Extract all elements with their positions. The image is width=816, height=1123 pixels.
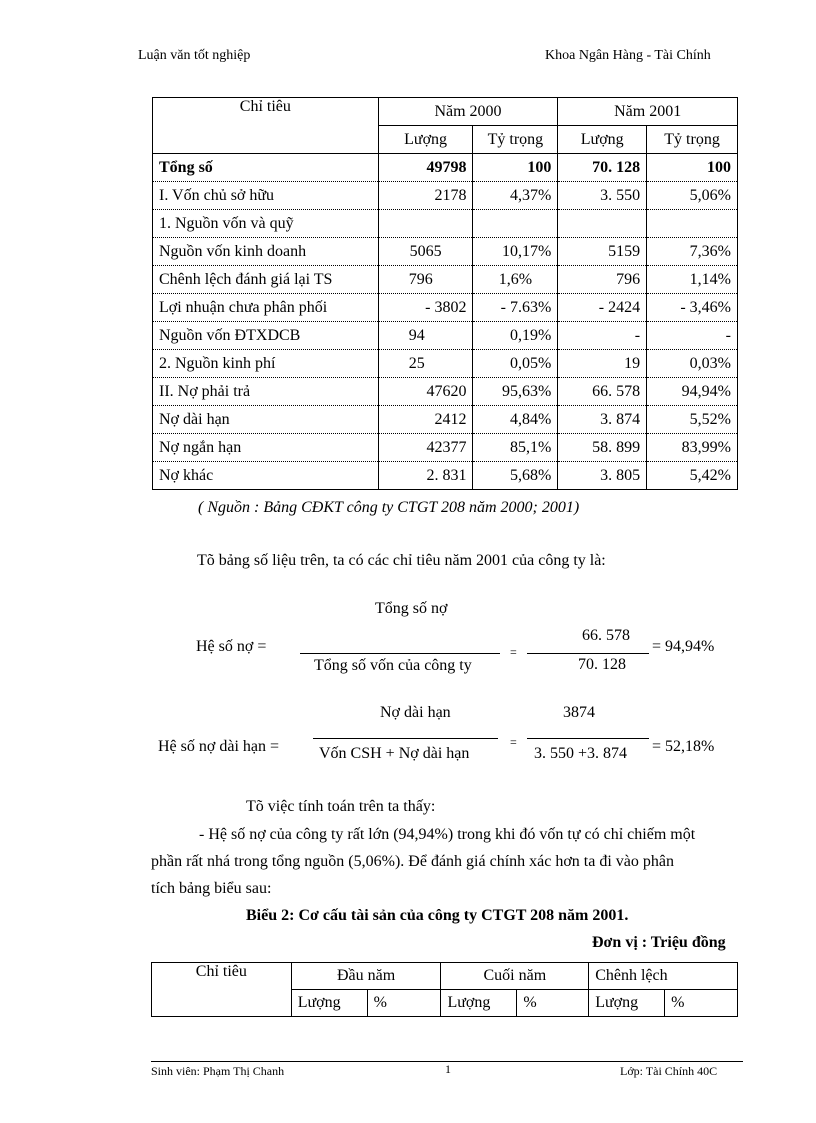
cell-percent: 0,19% — [473, 322, 558, 350]
paragraph-2-line-3: tích bảng biểu sau: — [151, 880, 272, 897]
row-label: Tổng số — [153, 154, 379, 182]
cell-percent: 10,17% — [473, 238, 558, 266]
cell-percent: 100 — [473, 154, 558, 182]
row-label: Nợ dài hạn — [153, 406, 379, 434]
cell-value: 58. 899 — [558, 434, 647, 462]
row-label: Nguồn vốn ĐTXDCB — [153, 322, 379, 350]
capital-structure-table — [152, 97, 738, 490]
cell-value: 2178 — [378, 182, 473, 210]
cell-percent: 4,37% — [473, 182, 558, 210]
cell-percent: 0,05% — [473, 350, 558, 378]
cell-value: 49798 — [378, 154, 473, 182]
subheader-pct: % — [665, 990, 738, 1017]
paragraph-1: Tõ việc tính toán trên ta thấy: — [246, 798, 436, 815]
cell-value: 796 — [378, 266, 473, 294]
asset-structure-table — [151, 962, 738, 1017]
formula1-denominator-value: 70. 128 — [578, 656, 626, 673]
cell-value: 3. 550 — [558, 182, 647, 210]
header-cuoi-nam: Cuối năm — [441, 963, 589, 990]
paragraph-2-line-2: phần rất nhá trong tổng nguồn (5,06%). Để đánh giá chính xác hơn ta đi vào phân — [151, 853, 674, 870]
cell-percent — [473, 210, 558, 238]
cell-percent: 5,42% — [647, 462, 738, 490]
cell-percent: 85,1% — [473, 434, 558, 462]
cell-value: 5065 — [378, 238, 473, 266]
subheader-luong: Lượng — [558, 126, 647, 154]
formula1-fraction-bar — [300, 653, 500, 654]
subheader-pct: % — [367, 990, 441, 1017]
cell-value: 796 — [558, 266, 647, 294]
row-label: Nợ ngắn hạn — [153, 434, 379, 462]
footer-student: Sinh viên: Phạm Thị Chanh — [151, 1064, 285, 1078]
formula1-result: = 94,94% — [652, 638, 715, 655]
cell-percent: 5,52% — [647, 406, 738, 434]
row-label: Chênh lệch đánh giá lại TS — [153, 266, 379, 294]
row-label: 1. Nguồn vốn và quỹ — [153, 210, 379, 238]
formula1-numerator: Tổng số nợ — [375, 600, 448, 617]
formula2-denominator-value: 3. 550 +3. 874 — [534, 745, 628, 762]
header-right: Khoa Ngân Hàng - Tài Chính — [545, 48, 711, 63]
cell-value: 70. 128 — [558, 154, 647, 182]
row-label: II. Nợ phải trả — [153, 378, 379, 406]
formula2-fraction-bar — [313, 738, 498, 739]
header-chitieu: Chỉ tiêu — [152, 963, 292, 1017]
cell-percent: 5,68% — [473, 462, 558, 490]
source-note: ( Nguồn : Bảng CĐKT công ty CTGT 208 năm 2000; 2001) — [198, 499, 580, 516]
cell-value — [558, 210, 647, 238]
subheader-tytrong: Tỷ trọng — [647, 126, 738, 154]
subheader-luong: Lượng — [441, 990, 517, 1017]
subheader-luong: Lượng — [378, 126, 473, 154]
header-dau-nam: Đầu năm — [291, 963, 441, 990]
cell-value: - 2424 — [558, 294, 647, 322]
header-chitieu: Chỉ tiêu — [153, 98, 379, 154]
cell-percent — [647, 210, 738, 238]
table-row — [153, 350, 738, 378]
row-label: Nợ khác — [153, 462, 379, 490]
cell-value: - — [558, 322, 647, 350]
cell-percent: 5,06% — [647, 182, 738, 210]
cell-value: 47620 — [378, 378, 473, 406]
subheader-luong: Lượng — [291, 990, 367, 1017]
cell-percent: - 7.63% — [473, 294, 558, 322]
formula2-numerator-value: 3874 — [563, 704, 595, 721]
table-row — [153, 406, 738, 434]
cell-percent: 7,36% — [647, 238, 738, 266]
cell-value: 19 — [558, 350, 647, 378]
row-label: I. Vốn chủ sở hữu — [153, 182, 379, 210]
formula2-denominator: Vốn CSH + Nợ dài hạn — [319, 745, 470, 762]
formula2-equals: = — [510, 735, 517, 749]
cell-value: 25 — [378, 350, 473, 378]
formula2-label: Hệ số nợ dài hạn = — [158, 738, 280, 755]
table-row — [153, 210, 738, 238]
table-row — [153, 266, 738, 294]
row-label: 2. Nguồn kinh phí — [153, 350, 379, 378]
cell-percent: - 3,46% — [647, 294, 738, 322]
formula1-label: Hệ số nợ = — [196, 638, 267, 655]
footer-class: Lớp: Tài Chính 40C — [620, 1064, 718, 1078]
cell-percent: 94,94% — [647, 378, 738, 406]
table-header-row — [153, 98, 738, 126]
cell-value — [378, 210, 473, 238]
cell-value: 94 — [378, 322, 473, 350]
cell-percent: 1,14% — [647, 266, 738, 294]
header-chenh-lech: Chênh lệch — [589, 963, 738, 990]
table-row — [153, 238, 738, 266]
cell-value: 3. 805 — [558, 462, 647, 490]
table-row — [153, 294, 738, 322]
cell-value: - 3802 — [378, 294, 473, 322]
formula2-value-bar — [527, 738, 649, 739]
formula2-numerator: Nợ dài hạn — [380, 704, 451, 721]
table-row — [153, 154, 738, 182]
footer-page-number: 1 — [445, 1062, 451, 1076]
cell-value: 66. 578 — [558, 378, 647, 406]
subheader-tytrong: Tỷ trọng — [473, 126, 558, 154]
unit-label: Đơn vị : Triệu đồng — [592, 934, 726, 951]
cell-value: 42377 — [378, 434, 473, 462]
cell-percent: 1,6% — [473, 266, 558, 294]
cell-value: 2412 — [378, 406, 473, 434]
cell-value: 3. 874 — [558, 406, 647, 434]
formula1-denominator: Tổng số vốn của công ty — [314, 657, 472, 674]
formula1-value-bar — [527, 653, 649, 654]
cell-value: 2. 831 — [378, 462, 473, 490]
table-row — [153, 434, 738, 462]
header-left: Luận văn tốt nghiệp — [138, 48, 251, 63]
table-header-row — [152, 963, 738, 990]
table-row — [153, 182, 738, 210]
cell-value: 5159 — [558, 238, 647, 266]
cell-percent: 95,63% — [473, 378, 558, 406]
table-row — [153, 322, 738, 350]
row-label: Lợi nhuận chưa phân phối — [153, 294, 379, 322]
cell-percent: - — [647, 322, 738, 350]
formula1-equals: = — [510, 645, 517, 659]
row-label: Nguồn vốn kinh doanh — [153, 238, 379, 266]
subheader-luong: Lượng — [589, 990, 665, 1017]
header-year-2001: Năm 2001 — [558, 98, 738, 126]
table2-title: Biểu 2: Cơ cấu tài sản của công ty CTGT 208 năm 2001. — [246, 907, 629, 924]
subheader-pct: % — [517, 990, 589, 1017]
cell-percent: 0,03% — [647, 350, 738, 378]
table-row — [153, 462, 738, 490]
paragraph-2-line-1: - Hệ số nợ của công ty rất lớn (94,94%) trong khi đó vốn tự có chỉ chiếm một — [199, 826, 696, 843]
cell-percent: 4,84% — [473, 406, 558, 434]
table-row — [153, 378, 738, 406]
cell-percent: 83,99% — [647, 434, 738, 462]
cell-percent: 100 — [647, 154, 738, 182]
intro-text: Tõ bảng số liệu trên, ta có các chỉ tiêu năm 2001 của công ty là: — [197, 552, 606, 569]
formula2-result: = 52,18% — [652, 738, 715, 755]
formula1-numerator-value: 66. 578 — [582, 627, 630, 644]
header-year-2000: Năm 2000 — [378, 98, 558, 126]
